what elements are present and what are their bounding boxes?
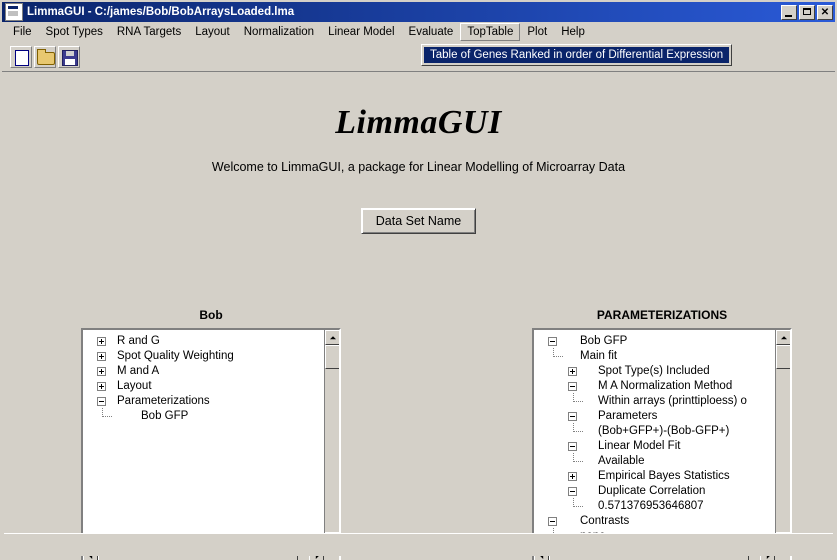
tree-node-label: Contrasts <box>580 515 630 527</box>
collapse-minus-icon[interactable] <box>568 487 577 496</box>
expand-plus-icon[interactable] <box>97 367 106 376</box>
tree-node-label: Bob GFP <box>141 410 189 422</box>
save-button[interactable] <box>58 46 80 68</box>
tree-node-label: M A Normalization Method <box>598 380 733 392</box>
scroll-up-button[interactable] <box>325 330 340 345</box>
tree-node-label: Within arrays (printtiploess) o <box>598 395 747 407</box>
tree-node-label: Spot Type(s) Included <box>598 365 710 377</box>
tree-node[interactable] <box>540 499 775 514</box>
tree-node-label: Spot Quality Weighting <box>117 350 234 362</box>
tree-panels <box>2 308 835 560</box>
tree-elbow-icon <box>573 393 583 402</box>
tree-elbow-icon <box>573 498 583 507</box>
expand-plus-icon[interactable] <box>97 382 106 391</box>
tree-node-label: Duplicate Correlation <box>598 485 706 497</box>
collapse-minus-icon[interactable] <box>548 337 557 346</box>
expand-plus-icon[interactable] <box>97 352 106 361</box>
tree-node[interactable] <box>89 349 324 364</box>
collapse-minus-icon[interactable] <box>568 412 577 421</box>
tree-node[interactable] <box>540 514 775 529</box>
scroll-thumb-vertical[interactable] <box>325 345 340 369</box>
expand-plus-icon[interactable] <box>97 337 106 346</box>
window-title: LimmaGUI - C:/james/Bob/BobArraysLoaded.lma <box>27 6 295 18</box>
menu-plot[interactable]: Plot <box>527 26 548 38</box>
tree-node-label: R and G <box>117 335 160 347</box>
collapse-minus-icon[interactable] <box>568 382 577 391</box>
menu-help[interactable]: Help <box>561 26 585 38</box>
tree-node[interactable] <box>540 484 775 499</box>
tree-node[interactable] <box>540 349 775 364</box>
minimize-button[interactable] <box>781 5 797 20</box>
page-title: LimmaGUI <box>335 104 502 141</box>
collapse-minus-icon[interactable] <box>568 442 577 451</box>
menu-linear-model[interactable]: Linear Model <box>328 26 395 38</box>
folder-icon <box>37 52 55 65</box>
tree-node-label: M and A <box>117 365 160 377</box>
toptable-dropdown-menu <box>421 44 732 66</box>
tree-node[interactable] <box>540 424 775 439</box>
open-folder-button[interactable] <box>34 46 56 68</box>
tree-node[interactable] <box>540 394 775 409</box>
left-tree-box[interactable] <box>81 328 341 560</box>
tree-node-label: Available <box>598 455 645 467</box>
tree-node[interactable] <box>89 409 324 424</box>
right-panel-header: PARAMETERIZATIONS <box>596 308 728 322</box>
right-vertical-scrollbar[interactable] <box>775 330 790 547</box>
menu-evaluate[interactable]: Evaluate <box>408 26 454 38</box>
tree-node[interactable] <box>540 364 775 379</box>
menu-toptable[interactable]: TopTable <box>460 23 520 41</box>
status-bar <box>4 533 833 556</box>
tree-node[interactable] <box>540 379 775 394</box>
tree-node[interactable] <box>89 379 324 394</box>
right-tree-box[interactable] <box>532 328 792 560</box>
menu-layout[interactable]: Layout <box>195 26 230 38</box>
expand-plus-icon[interactable] <box>568 367 577 376</box>
scroll-up-button[interactable] <box>776 330 791 345</box>
menu-spot-types[interactable]: Spot Types <box>45 26 103 38</box>
tree-node[interactable] <box>540 454 775 469</box>
menu-normalization[interactable]: Normalization <box>243 26 315 38</box>
expand-plus-icon[interactable] <box>568 472 577 481</box>
menu-rna-targets[interactable]: RNA Targets <box>116 26 182 38</box>
tree-elbow-icon <box>102 408 112 417</box>
welcome-text: Welcome to LimmaGUI, a package for Linear Modelling of Microarray Data <box>211 160 626 174</box>
tree-node-label: Bob GFP <box>580 335 628 347</box>
tree-node[interactable] <box>540 409 775 424</box>
tree-node[interactable] <box>89 334 324 349</box>
app-window-icon <box>5 3 23 21</box>
close-button[interactable]: ✕ <box>817 5 833 20</box>
tree-node-label: Parameters <box>598 410 658 422</box>
maximize-button[interactable] <box>799 5 815 20</box>
tree-elbow-icon <box>573 453 583 462</box>
client-area <box>2 71 835 558</box>
collapse-minus-icon[interactable] <box>97 397 106 406</box>
tree-node-label: Parameterizations <box>117 395 210 407</box>
new-document-button[interactable] <box>10 46 32 68</box>
window-controls <box>781 5 833 20</box>
menu-bar <box>2 22 835 43</box>
right-tree-content <box>534 330 775 547</box>
left-vertical-scrollbar[interactable] <box>324 330 339 547</box>
tree-node[interactable] <box>540 439 775 454</box>
menu-file[interactable]: File <box>13 26 32 38</box>
title-bar <box>2 2 835 22</box>
collapse-minus-icon[interactable] <box>548 517 557 526</box>
data-set-name-button[interactable]: Data Set Name <box>361 208 476 234</box>
tree-elbow-icon <box>573 423 583 432</box>
floppy-disk-icon <box>62 50 78 66</box>
left-tree-content <box>83 330 324 547</box>
scroll-thumb-vertical[interactable] <box>776 345 791 369</box>
tree-node[interactable] <box>89 394 324 409</box>
tree-node[interactable] <box>540 469 775 484</box>
tree-node-label: 0.571376953646807 <box>598 500 704 512</box>
tree-node-label: Main fit <box>580 350 618 362</box>
tree-node-label: Layout <box>117 380 152 392</box>
left-panel-header: Bob <box>199 308 223 322</box>
tree-node-label: Linear Model Fit <box>598 440 681 452</box>
right-tree-panel <box>532 308 792 560</box>
tree-elbow-icon <box>553 348 563 357</box>
left-tree-panel <box>81 308 341 560</box>
menu-item-top-table-ranked[interactable]: Table of Genes Ranked in order of Differential Expression <box>424 47 729 63</box>
data-set-name-row <box>2 208 835 234</box>
tree-node[interactable] <box>89 364 324 379</box>
tree-node-label: (Bob+GFP+)-(Bob-GFP+) <box>598 425 730 437</box>
document-icon <box>15 50 29 66</box>
tree-node-label: Empirical Bayes Statistics <box>598 470 730 482</box>
tree-node[interactable] <box>540 334 775 349</box>
